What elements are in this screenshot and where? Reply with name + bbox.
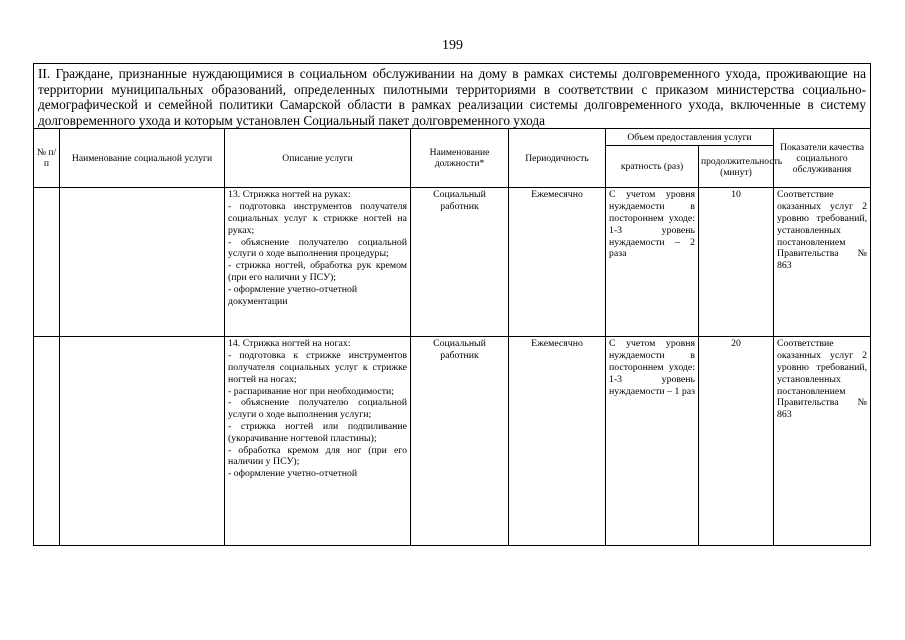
row-position: Социальный работник [411,337,509,546]
description-title: 14. Стрижка ногтей на ногах: [228,338,351,350]
intro-row [34,64,871,129]
header-duration: продолжительность (минут) [699,146,774,188]
description-item: - обработка кремом для ног (при его наличии у ПСУ); [228,444,407,468]
header-description: Описание услуги [225,129,411,188]
row-periodicity: Ежемесячно [509,337,606,546]
header-num: № п/п [34,129,60,188]
row-duration: 10 [699,188,774,337]
row-periodicity: Ежемесячно [509,188,606,337]
description-item: - распаривание ног при необходимости; [228,385,395,397]
services-document [33,63,870,546]
row-multiplicity: С учетом уровня нуждаемости в постороннем уходе: 1-3 уровень нуждаемости – 1 раз [606,337,699,546]
description-item: - объяснение получателю социальной услуги о ходе выполнения услуги; [228,397,407,421]
description-item: - стрижка ногтей, обработка рук кремом (при его наличии у ПСУ); [228,260,407,283]
row-num [34,188,60,337]
row-duration: 20 [699,337,774,546]
intro-text: II. Граждане, признанные нуждающимися в социальном обслуживании на дому в рамках системы долговременного ухода, проживающие на территории муниципальных образований, определенных пилотными территориями в соответствии с приказом министерства социально-демографической и семейной политики Самарской области в рамках реализации системы долговременного ухода, включенные в систему долговременного ухода и которым установлен Социальный пакет долговременного ухода [34,64,871,129]
description-item: - оформление учетно-отчетной [228,468,358,480]
description-item: - стрижка ногтей или подпиливание (укорачивание ногтевой пластины); [228,420,407,444]
header-quality: Показатели качества социального обслуживания [774,129,871,188]
row-quality: Соответствие оказанных услуг 2 уровню требований, установленных постановлением Правительства № 863 [774,188,871,337]
page-number: 199 [442,38,463,53]
table-row [34,188,871,337]
header-volume: Объем предоставления услуги [606,129,774,146]
description-title: 13. Стрижка ногтей на руках: [228,189,351,201]
row-description [225,188,411,337]
description-item: - объяснение получателю социальной услуги о ходе выполнения процедуры; [228,236,407,260]
row-service-name [60,188,225,337]
row-multiplicity: С учетом уровня нуждаемости в постороннем уходе: 1-3 уровень нуждаемости – 2 раза [606,188,699,337]
row-service-name [60,337,225,546]
table-row [34,337,871,546]
row-num [34,337,60,546]
description-item: - подготовка к стрижке инструментов получателя социальных услуг к стрижке ногтей на ногах; [228,350,407,385]
row-position: Социальный работник [411,188,509,337]
header-periodicity: Периодичность [509,129,606,188]
services-table [33,63,871,546]
row-quality: Соответствие оказанных услуг 2 уровню требований, установленных постановлением Правительства № 863 [774,337,871,546]
header-position: Наименование должности* [411,129,509,188]
row-description [225,337,411,546]
header-multiplicity: кратность (раз) [606,146,699,188]
description-item: - оформление учетно-отчетной документации [228,283,358,307]
header-service-name: Наименование социальной услуги [60,129,225,188]
description-item: - подготовка инструментов получателя социальных услуг к стрижке ногтей на руках; [228,201,407,236]
header-row-1 [34,129,871,146]
